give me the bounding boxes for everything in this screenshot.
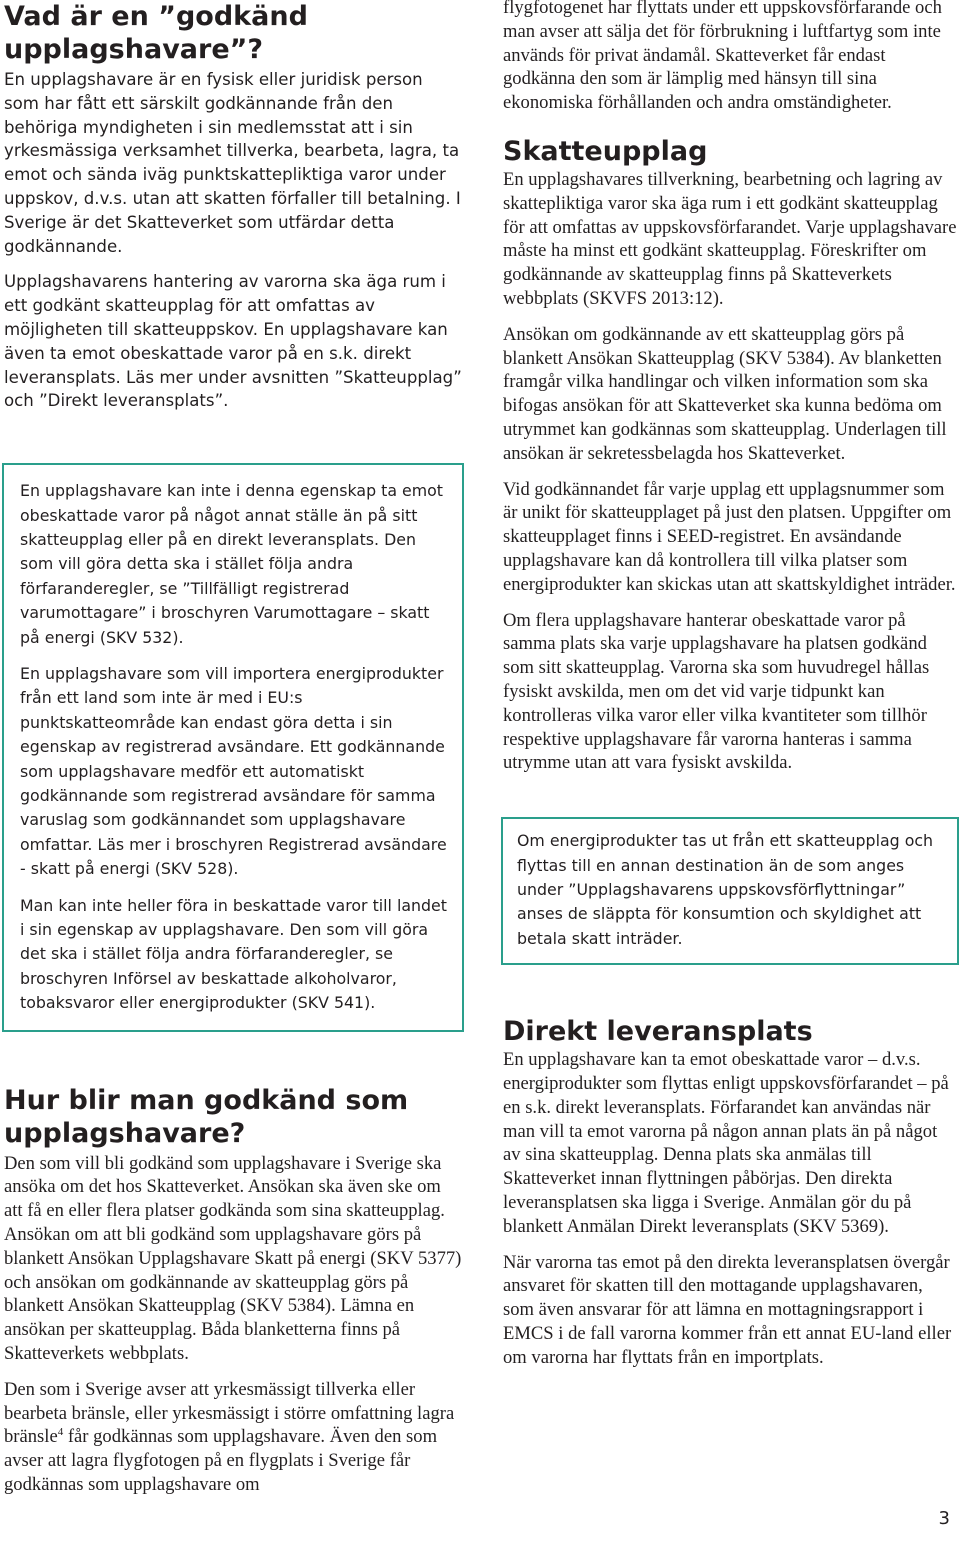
heading-hur-blir-man-godkand: Hur blir man godkänd som upplagshavare? <box>4 1084 409 1149</box>
right-column <box>503 0 958 1370</box>
paragraph-direkt-leveransplats-1: En upplagshavare kan ta emot obeskattade varor – d.v.s. energiprodukter som flyttas enligt uppskovsförfarandet – på en s.k. direkt leveransplats. Förfarandet kan användas när man vill ta emot varorna på någon annan plats än på något av sina skatteupplag. Denna plats ska anmälas till Skatteverket innan flyttningen påbörjas. Den direkta leveransplatsen ska ligga i Sverige. Anmälan gör du på blankett Anmälan Direkt leveransplats (SKV 5369). <box>503 1049 949 1237</box>
info-box-right <box>501 817 959 965</box>
paragraph-hantering: Upplagshavarens hantering av varorna ska äga rum i ett godkänt skatteupplag för att omfattas av möjligheten till skatteuppskov. En upplagshavare kan även ta emot obeskattade varor på en s.k. direkt leveransplats. Läs mer under avsnitten ”Skatteupplag” och ”Direkt leveransplats”. <box>4 272 462 411</box>
paragraph-ansokan: Den som vill bli godkänd som upplagshavare i Sverige ska ansöka om det hos Skatteverket. Ansökan ska även ske om att få en eller flera platser godkända som sina skatteupplag. Ansökan om att bli godkänd som upplagshavare görs på blankett Ansökan Upplagshavare Skatt på energi (SKV 5377) och ansökan om godkännande av skatteupplag görs på blankett Ansökan Skatteupplag (SKV 5384). Lämna en ansökan per skatteupplag. Båda blanketterna finns på Skatteverkets webbplats. <box>4 1152 462 1365</box>
heading-direkt-leveransplats: Direkt leveransplats <box>503 1016 813 1048</box>
paragraph-skatteupplag-1: En upplagshavares tillverkning, bearbetning och lagring av skattepliktiga varor ska äga rum i ett godkänt skatteupplag för att omfattas av uppskovsförfarandet. Varje upplagshavare måste ha minst ett godkänt skatteupplag. Föreskrifter om godkännande av skatteupplag finns på Skatteverkets webbplats (SKVFS 2013:12). <box>503 168 957 309</box>
left-column <box>4 0 462 1497</box>
page-number: 3 <box>938 1508 950 1529</box>
info-box-left-paragraph-1: En upplagshavare kan inte i denna egenskap ta emot obeskattade varor på något annat ställe än på sitt skatteupplag eller på en direkt leveransplats. Den som vill göra detta ska i stället följa andra förfaranderegler, se ”Tillfälligt registrerad varumottagare” i broschyren Varumottagare – skatt på energi (SKV 532). <box>20 481 443 647</box>
info-box-right-paragraph: Om energiprodukter tas ut från ett skatteupplag och flyttas till en annan destination än de som anges under ”Upplagshavarens uppskovsförflyttningar” anses de släppta för konsumtion och skyldighet att betala skatt inträder. <box>517 831 934 948</box>
paragraph-yrkesmassigt-text-a: Den som i Sverige avser att yrkesmässigt tillverka eller bearbeta bränsle, eller yrkesmässigt i större omfattning lagra bränsle <box>4 1378 455 1448</box>
paragraph-skatteupplag-4: Om flera upplagshavare hanterar obeskattade varor på samma plats ska varje upplagshavare ha platsen godkänd som sitt skatteupplag. Varorna ska som huvudregel hållas fysiskt avskilda, men om det vid varje tidpunkt kan kontrolleras vilka varor eller vilka kvantiteter som tillhör respektive upplagshavare får varorna hanteras i samma utrymme utan att vara fysiskt avskilda. <box>503 609 930 774</box>
info-box-left-paragraph-2: En upplagshavare som vill importera energiprodukter från ett land som inte är med i EU:s punktskatteområde kan endast göra detta i sin egenskap av registrerad avsändare. Ett godkännande som upplagshavare medför ett automatiskt godkännande som registrerad avsändare för samma varuslag som godkännandet som upplagshavare omfattar. Läs mer i broschyren Registrerad avsändare - skatt på energi (SKV 528). <box>20 664 447 879</box>
paragraph-yrkesmassigt <box>4 1378 462 1497</box>
heading-vad-ar-godkand-upplagshavare: Vad är en ”godkänd upplagshavare”? <box>4 1 308 65</box>
info-box-left-paragraph-3: Man kan inte heller föra in beskattade varor till landet i sin egenskap av upplagshavare. Den som vill göra det ska i stället följa andra förfaranderegler, se broschyren Införsel av beskattade alkoholvaror, tobaksvaror eller energiprodukter (SKV 541). <box>20 895 447 1013</box>
paragraph-skatteupplag-2: Ansökan om godkännande av ett skatteupplag görs på blankett Ansökan Skatteupplag (SKV 5384). Av blanketten framgår vilka handlingar och vilken information som ska bifogas ansökan för att Skatteverket ska kunna bedöma om utrymmet kan godkännas som skatteupplag. Underlagen till ansökan är sekretessbelagda hos Skatteverket. <box>503 323 947 464</box>
paragraph-yrkesmassigt-text-b: får godkännas som upplagshavare. Även den som avser att lagra flygfotogen på en flygplats i Sverige får godkännas som upplagshavare om <box>4 1426 438 1496</box>
paragraph-skatteupplag-3: Vid godkännandet får varje upplag ett upplagsnummer som är unikt för skatteupplaget på just den platsen. Uppgifter om skatteupplaget finns i SEED-registret. En avsändande upplagshavare kan då kontrollera till vilka platser som energiprodukter kan skickas utan att skattskyldighet inträder. <box>503 478 956 595</box>
footnote-ref-4: 4 <box>57 1426 64 1439</box>
heading-skatteupplag: Skatteupplag <box>503 135 708 167</box>
info-box-left <box>2 463 464 1032</box>
paragraph-flygfotogen-continued: flygfotogenet har flyttats under ett uppskovsförfarande och man avser att sälja det för förbrukning i luftfartyg som inte används för privat ändamål. Skatteverket får endast godkänna den som är lämplig med hänsyn till sina ekonomiska förhållanden och andra omständigheter. <box>503 0 942 114</box>
paragraph-direkt-leveransplats-2: När varorna tas emot på den direkta leveransplatsen övergår ansvaret för skatten till den mottagande upplagshavaren, som även ansvarar för att lämna en mottagningsrapport i EMCS i de fall varorna kommer från ett annat EU-land eller om varorna har flyttats från en importplats. <box>503 1251 952 1368</box>
paragraph-definition: En upplagshavare är en fysisk eller juridisk person som har fått ett särskilt godkännande från den behöriga myndigheten i sin medlemsstat att i sin yrkesmässiga verksamhet tillverka, bearbeta, lagra, ta emot och sända iväg punktskattepliktiga varor under uppskov, d.v.s. utan att skatten förfaller till betalning. I Sverige är det Skatteverket som utfärdar detta godkännande. <box>4 70 461 256</box>
